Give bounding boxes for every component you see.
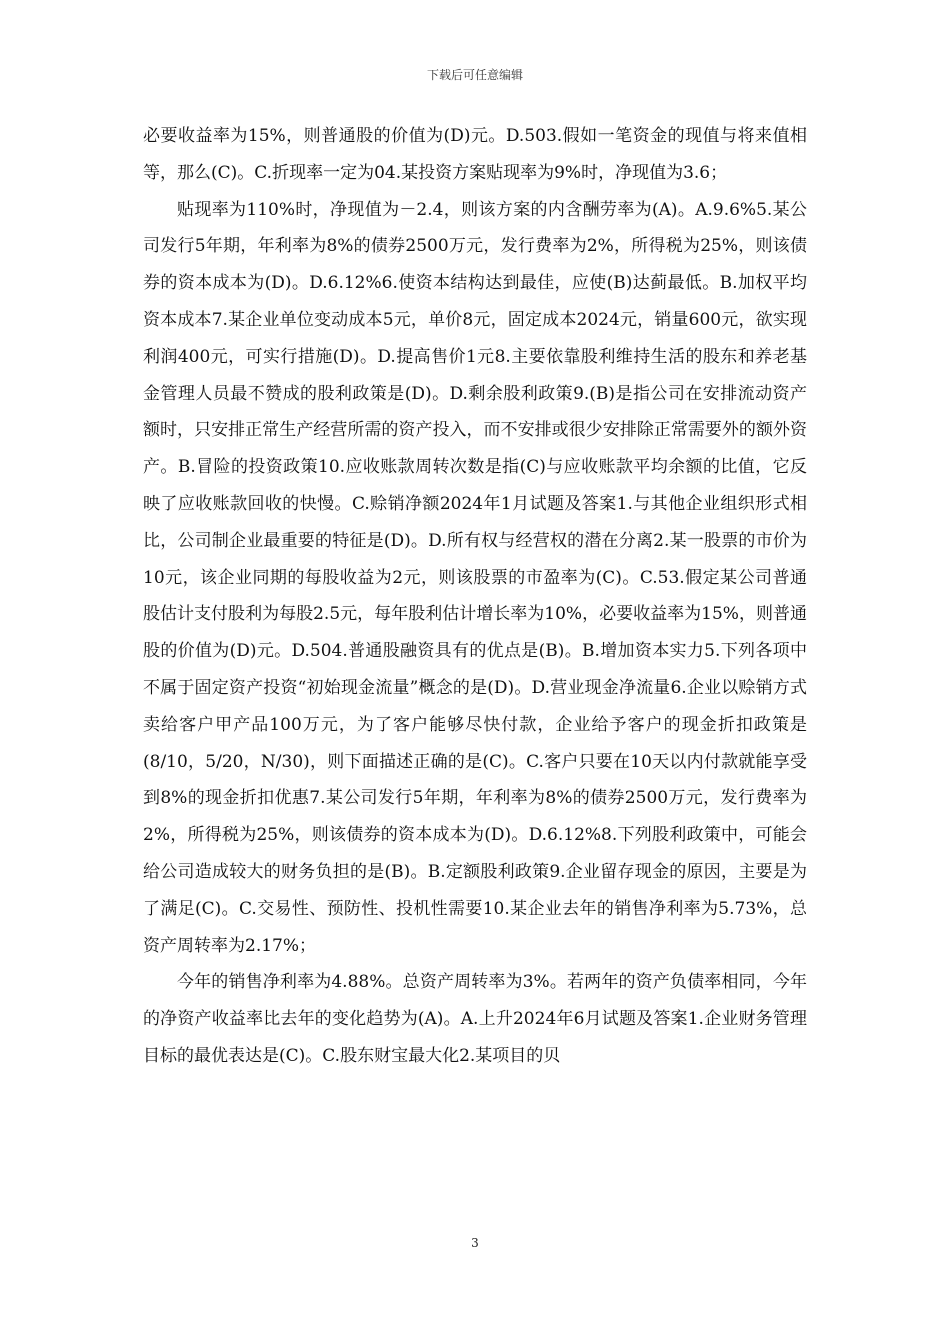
paragraph-3: 今年的销售净利率为4.88%。总资产周转率为3%。若两年的资产负债率相同，今年的净资产收益率比去年的变化趋势为(A)。A.上升2024年6月试题及答案1.企业财务管理目标的最优表达是(C)。C.股东财宝最大化2.某项目的贝 — [143, 972, 807, 1066]
paragraph-1: 必要收益率为15%，则普通股的价值为(D)元。D.503.假如一笔资金的现值与将来值相等，那么(C)。C.折现率一定为04.某投资方案贴现率为9%时，净现值为3.6； — [143, 126, 807, 183]
page-header: 下载后可任意编辑 — [426, 68, 523, 82]
paragraph-2: 贴现率为110%时，净现值为－2.4，则该方案的内含酬劳率为(A)。A.9.6%5.某公司发行5年期，年利率为8%的债券2500万元，发行费率为2%，所得税为25%，则该债券的资本成本为(D)。D.6.12%6.使资本结构达到最佳，应使(B)达蓟最低。B.加权平均资本成本7.某企业单位变动成本5元，单价8元，固定成本2024元，销量600元，欲实现利润400元，可实行措施(D)。D.提高售价1元8.主要依靠股利维持生活的股东和养老基金管理人员最不赞成的股利政策是(D)。D.剩余股利政策9.(B)是指公司在安排流动资产额时，只安排正常生产经营所需的资产投入，而不安排或很少安排除正常需要外的额外资产。B.冒险的投资政策10.应收账款周转次数是指(C)与应收账款平均余额的比值，它反映了应收账款回收的快慢。C.赊销净额2024年1月试题及答案1.与其他企业组织形式相比，公司制企业最重要的特征是(D)。D.所有权与经营权的潜在分离2.某一股票的市价为10元，该企业同期的每股收益为2元，则该股票的市盈率为(C)。C.53.假定某公司普通股估计支付股利为每股2.5元，每年股利估计增长率为10%，必要收益率为15%，则普通股的价值为(D)元。D.504.普通股融资具有的优点是(B)。B.增加资本实力5.下列各项中不属于固定资产投资“初始现金流量”概念的是(D)。D.营业现金净流量6.企业以赊销方式卖给客户甲产品100万元，为了客户能够尽快付款，企业给予客户的现金折扣政策是(8/10，5/20，N/30)，则下面描述正确的是(C)。C.客户只要在10天以内付款就能享受到8%的现金折扣优惠7.某公司发行5年期，年利率为8%的债券2500万元，发行费率为2%，所得税为25%，则该债券的资本成本为(D)。D.6.12%8.下列股利政策中，可能会给公司造成较大的财务负担的是(B)。B.定额股利政策9.企业留存现金的原因，主要是为了满足(C)。C.交易性、预防性、投机性需要10.某企业去年的销售净利率为5.73%，总资产周转率为2.17%； — [143, 199, 807, 956]
page-number: 3 — [471, 1236, 479, 1250]
document-body — [143, 118, 807, 1075]
